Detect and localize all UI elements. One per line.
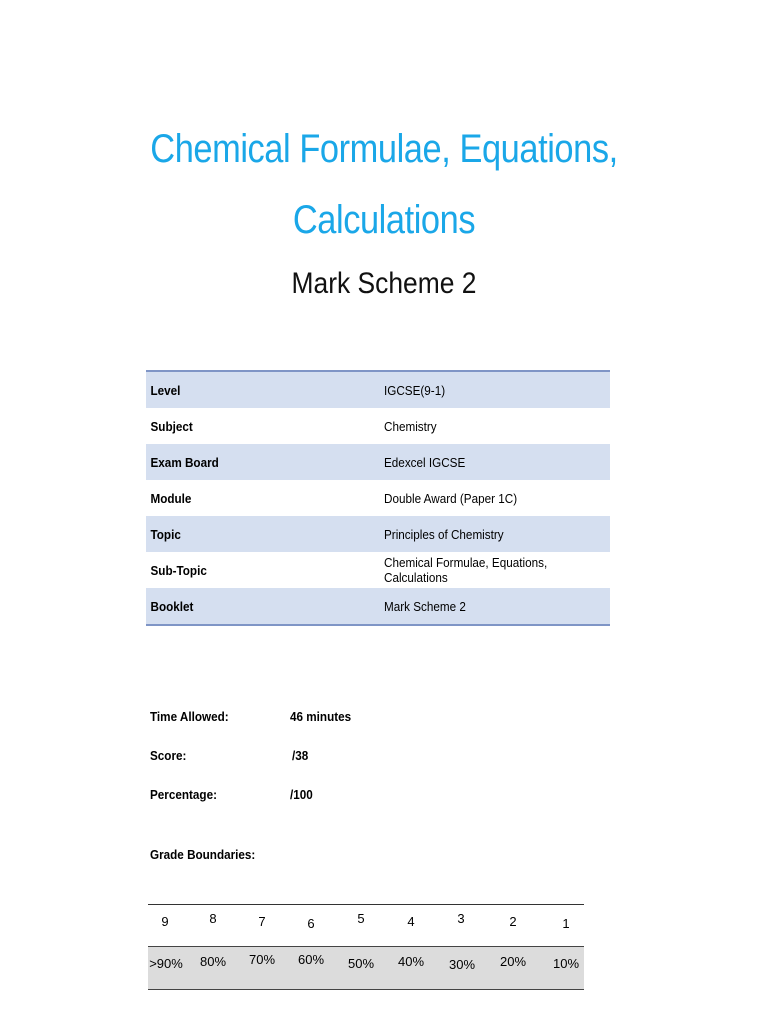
grade-2: 2 (509, 914, 517, 929)
grade-9: 9 (161, 914, 169, 929)
grade-6-percentage: 60% (297, 952, 325, 967)
time-allowed-label: Time Allowed: (150, 709, 229, 724)
info-value: Chemistry (384, 418, 437, 434)
info-key: Subject (150, 418, 193, 434)
info-key: Module (150, 490, 192, 506)
info-row-level (146, 372, 610, 408)
document-title-line-2: Calculations (292, 198, 476, 242)
info-key: Booklet (150, 598, 194, 614)
info-row-topic (146, 516, 610, 552)
document-subtitle: Mark Scheme 2 (291, 267, 477, 300)
grade-3: 3 (457, 911, 465, 926)
info-row-subject (146, 408, 610, 444)
grade-5-percentage: 50% (347, 956, 375, 971)
info-key: Exam Board (150, 454, 219, 470)
time-allowed-value: 46 minutes (290, 709, 352, 724)
info-value: Mark Scheme 2 (384, 598, 466, 614)
grade-6: 6 (307, 916, 315, 931)
document-title-line-1: Chemical Formulae, Equations, (150, 127, 618, 171)
grade-2-percentage: 20% (499, 954, 527, 969)
percentage-value: /100 (290, 787, 313, 802)
info-value: IGCSE(9-1) (384, 382, 446, 398)
grade-boundaries-label: Grade Boundaries: (150, 847, 256, 862)
score-value: /38 (292, 748, 309, 763)
grade-5: 5 (357, 911, 365, 926)
info-value: Principles of Chemistry (384, 526, 504, 542)
info-value: Double Award (Paper 1C) (384, 490, 518, 506)
info-row-exam-board (146, 444, 610, 480)
info-row-module (146, 480, 610, 516)
info-value: Chemical Formulae, Equations, Calculations (384, 555, 548, 585)
percentage-label: Percentage: (150, 787, 217, 802)
grade-9-percentage: >90% (149, 956, 183, 971)
grade-1-percentage: 10% (552, 956, 580, 971)
info-key: Topic (150, 526, 181, 542)
info-value: Edexcel IGCSE (384, 454, 466, 470)
table-top-rule (148, 904, 584, 905)
grade-8: 8 (209, 911, 217, 926)
grade-3-percentage: 30% (448, 957, 476, 972)
grade-1: 1 (562, 916, 570, 931)
grade-boundaries-table (148, 904, 584, 990)
score-label: Score: (150, 748, 187, 763)
info-key: Level (150, 382, 181, 398)
grade-4: 4 (407, 914, 415, 929)
grade-7: 7 (258, 914, 266, 929)
info-table (146, 370, 610, 626)
grade-4-percentage: 40% (397, 954, 425, 969)
info-row-booklet (146, 588, 610, 624)
info-row-sub-topic (146, 552, 610, 588)
info-key: Sub-Topic (150, 562, 207, 578)
grade-7-percentage: 70% (248, 952, 276, 967)
grade-8-percentage: 80% (199, 954, 227, 969)
